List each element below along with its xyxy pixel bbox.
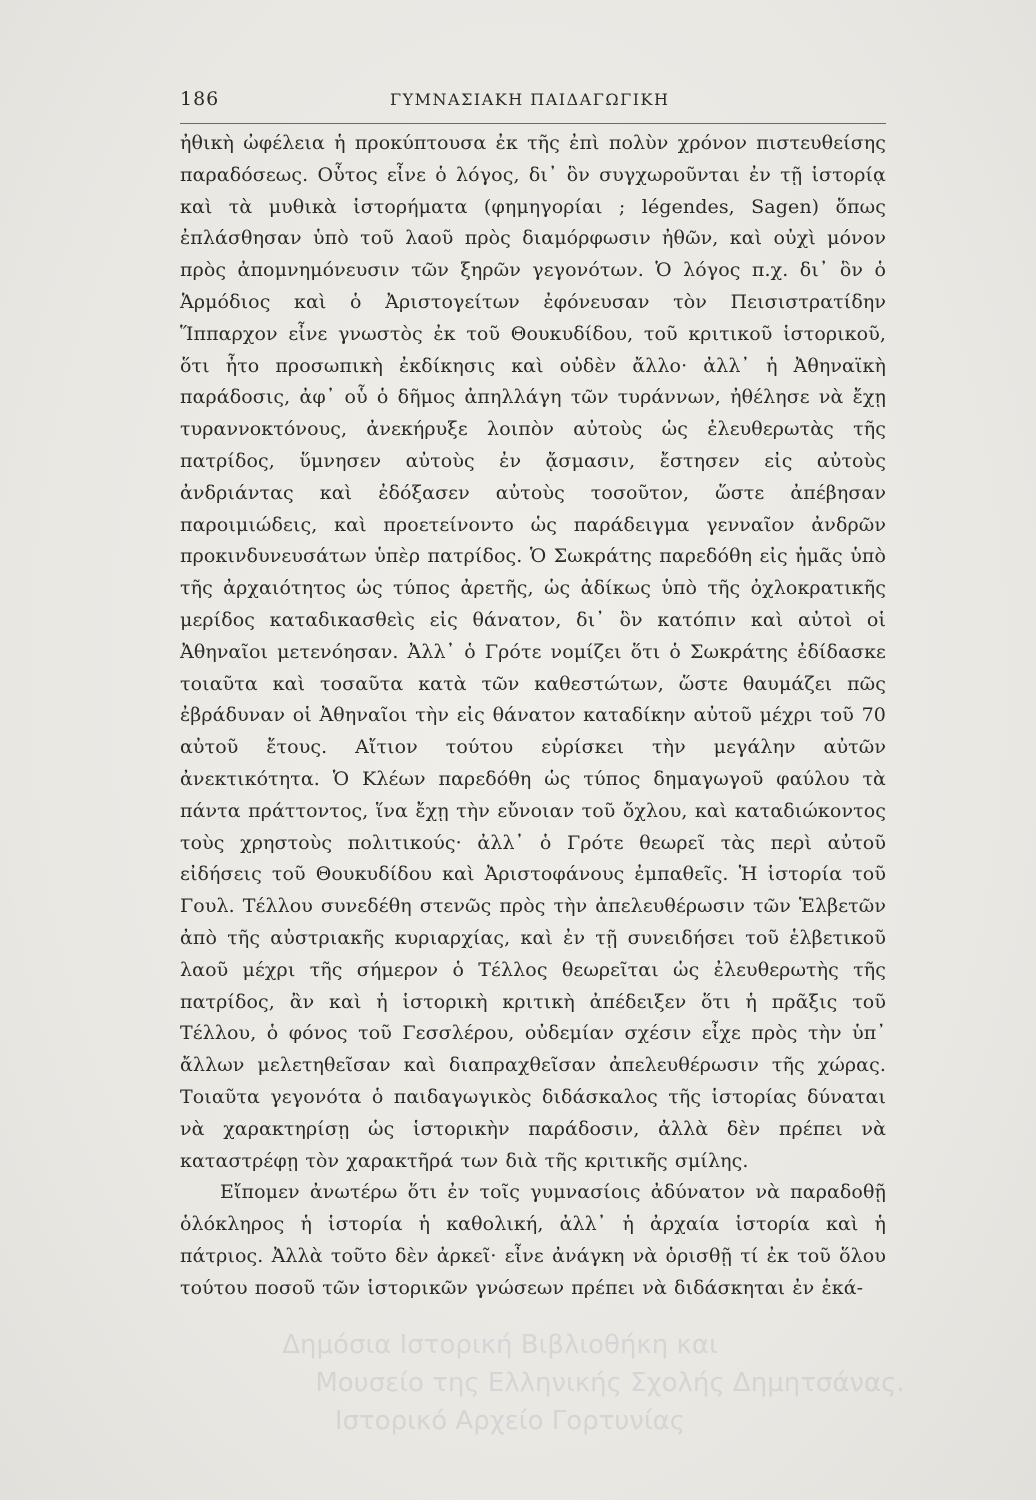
watermark-line: Μουσείο της Ελληνικής Σχολής Δημητσάνας. — [315, 1368, 905, 1398]
running-title: ΓΥΜΝΑΣΙΑΚΗ ΠΑΙΔΑΓΩΓΙΚΗ — [390, 90, 670, 109]
page-body — [180, 128, 886, 1304]
paragraph: ἠθικὴ ὠφέλεια ἡ προκύπτουσα ἐκ τῆς ἐπὶ πολὺν χρόνον πιστευθείσης παραδόσεως. Οὗτος εἶνε ὁ λόγος, δι᾽ ὃν συγχωροῦνται ἐν τῇ ἱστορίᾳ καὶ τὰ μυθικὰ ἱστορήματα (φημηγορίαι ; légendes, Sagen) ὅπως ἐπλάσθησαν ὑπὸ τοῦ λαοῦ πρὸς διαμόρφωσιν ἠθῶν, καὶ οὐχὶ μόνον πρὸς ἀπομνημόνευσιν τῶν ξηρῶν γεγονότων. Ὁ λόγος π.χ. δι᾽ ὃν ὁ Ἁρμόδιος καὶ ὁ Ἀριστογείτων ἐφόνευσαν τὸν Πεισιστρατίδην Ἵππαρχον εἶνε γνωστὸς ἐκ τοῦ Θουκυδίδου, τοῦ κριτικοῦ ἱστορικοῦ, ὅτι ἦτο προσωπικὴ ἐκδίκησις καὶ οὐδὲν ἄλλο· ἀλλ᾽ ἡ Ἀθηναϊκὴ παράδοσις, ἀφ᾽ οὗ ὁ δῆμος ἀπηλλάγη τῶν τυράννων, ἠθέλησε νὰ ἔχῃ τυραννοκτόνους, ἀνεκήρυξε λοιπὸν αὐτοὺς ὡς ἐλευθερωτὰς τῆς πατρίδος, ὕμνησεν αὐτοὺς ἐν ᾄσμασιν, ἔστησεν εἰς αὐτοὺς ἀνδριάντας καὶ ἐδόξασεν αὐτοὺς τοσοῦτον, ὥστε ἀπέβησαν παροιμιώδεις, καὶ προετείνοντο ὡς παράδειγμα γενναῖον ἀνδρῶν προκινδυνευσάτων ὑπὲρ πατρίδος. Ὁ Σωκράτης παρεδόθη εἰς ἡμᾶς ὑπὸ τῆς ἀρχαιότητος ὡς τύπος ἀρετῆς, ὡς ἀδίκως ὑπὸ τῆς ὀχλοκρατικῆς μερίδος καταδικασθεὶς εἰς θάνατον, δι᾽ ὃν κατόπιν καὶ αὐτοὶ οἱ Ἀθηναῖοι μετενόησαν. Ἀλλ᾽ ὁ Γρότε νομίζει ὅτι ὁ Σωκράτης ἐδίδασκε τοιαῦτα καὶ τοσαῦτα κατὰ τῶν καθεστώτων, ὥστε θαυμάζει πῶς ἐβράδυναν οἱ Ἀθηναῖοι τὴν εἰς θάνατον καταδίκην αὐτοῦ μέχρι τοῦ 70 αὐτοῦ ἔτους. Αἴτιον τούτου εὑρίσκει τὴν μεγάλην αὐτῶν ἀνεκτικότητα. Ὁ Κλέων παρεδόθη ὡς τύπος δημαγωγοῦ φαύλου τὰ πάντα πράττοντος, ἵνα ἔχῃ τὴν εὔνοιαν τοῦ ὄχλου, καὶ καταδιώκοντος τοὺς χρηστοὺς πολιτικούς· ἀλλ᾽ ὁ Γρότε θεωρεῖ τὰς περὶ αὐτοῦ εἰδήσεις τοῦ Θουκυδίδου καὶ Ἀριστοφάνους ἐμπαθεῖς. Ἡ ἱστορία τοῦ Γουλ. Τέλλου συνεδέθη στενῶς πρὸς τὴν ἀπελευθέρωσιν τῶν Ἑλβετῶν ἀπὸ τῆς αὐστριακῆς κυριαρχίας, καὶ ἐν τῇ συνειδήσει τοῦ ἑλβετικοῦ λαοῦ μέχρι τῆς σήμερον ὁ Τέλλος θεωρεῖται ὡς ἐλευθερωτὴς τῆς πατρίδος, ἂν καὶ ἡ ἱστορικὴ κριτικὴ ἀπέδειξεν ὅτι ἡ πρᾶξις τοῦ Τέλλου, ὁ φόνος τοῦ Γεσσλέρου, οὐδεμίαν σχέσιν εἶχε πρὸς τὴν ὑπ᾽ ἄλλων μελετηθεῖσαν καὶ διαπραχθεῖσαν ἀπελευθέρωσιν τῆς χώρας. Τοιαῦτα γεγονότα ὁ παιδαγωγικὸς διδάσκαλος τῆς ἱστορίας δύναται νὰ χαρακτηρίσῃ ὡς ἱστορικὴν παράδοσιν, ἀλλὰ δὲν πρέπει νὰ καταστρέφῃ τὸν χαρακτῆρά των διὰ τῆς κριτικῆς σμίλης. — [180, 132, 886, 1172]
paragraph: Εἴπομεν ἀνωτέρω ὅτι ἐν τοῖς γυμνασίοις ἀδύνατον νὰ παραδοθῇ ὁλόκληρος ἡ ἱστορία ἡ καθολική, ἀλλ᾽ ἡ ἀρχαία ἱστορία καὶ ἡ πάτριος. Ἀλλὰ τοῦτο δὲν ἀρκεῖ· εἶνε ἀνάγκη νὰ ὁρισθῇ τί ἐκ τοῦ ὅλου τούτου ποσοῦ τῶν ἱστορικῶν γνώσεων πρέπει νὰ διδάσκηται ἐν ἑκά- — [180, 1181, 886, 1299]
watermark-line: Ιστορικό Αρχείο Γορτυνίας — [334, 1406, 686, 1436]
page-header — [180, 88, 886, 122]
page-number: 186 — [180, 88, 220, 110]
watermark-line: Δημόσια Ιστορική Βιβλιοθήκη και — [282, 1330, 718, 1360]
header-rule — [180, 123, 886, 124]
